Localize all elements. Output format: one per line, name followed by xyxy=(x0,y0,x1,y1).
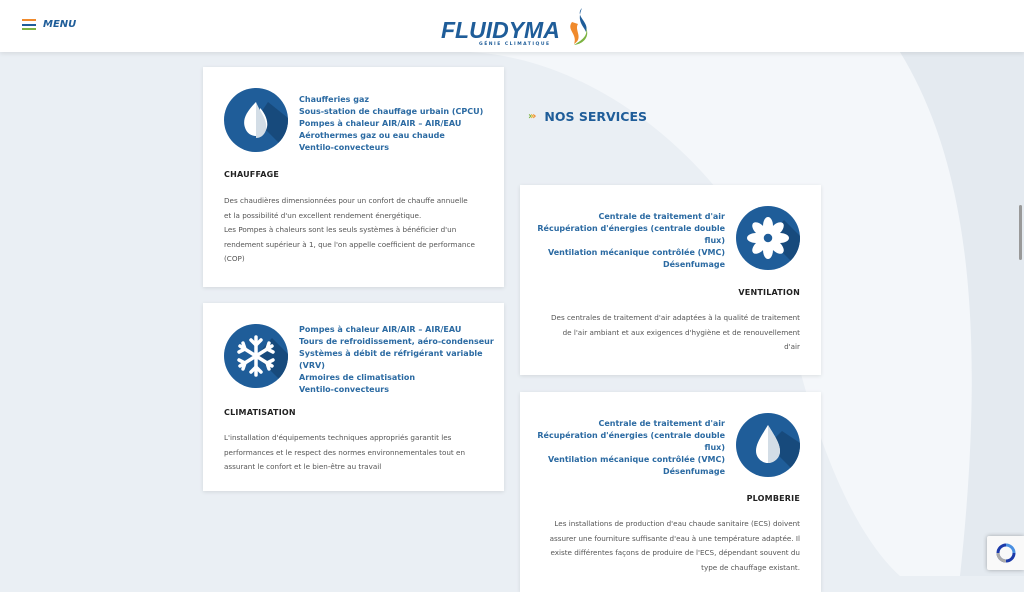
card-description-line: Les installations de production d'eau chaude sanitaire (ECS) doivent xyxy=(554,519,800,528)
service-card-plomberie xyxy=(520,392,821,592)
service-card-climatisation xyxy=(203,303,504,491)
service-link[interactable]: Désenfumage xyxy=(662,467,725,476)
flame-icon xyxy=(224,88,288,152)
service-link[interactable]: Ventilation mécanique contrôlée (VMC) xyxy=(547,248,725,257)
menu-label: MENU xyxy=(43,19,77,30)
card-description-line: (COP) xyxy=(224,254,245,263)
fan-icon xyxy=(736,206,800,270)
recaptcha-icon xyxy=(995,542,1017,564)
service-link[interactable]: Récupération d'énergies (centrale double xyxy=(537,224,725,233)
service-link[interactable]: Centrale de traitement d'air xyxy=(598,212,725,221)
recaptcha-badge[interactable] xyxy=(987,536,1024,570)
site-header xyxy=(0,0,1024,52)
card-description-line: L'installation d'équipements techniques appropriés garantit les xyxy=(224,433,452,442)
service-link[interactable]: Ventilation mécanique contrôlée (VMC) xyxy=(547,455,725,464)
card-title: PLOMBERIE xyxy=(746,494,800,503)
service-link[interactable]: (VRV) xyxy=(299,361,325,370)
card-description-line: existe différentes façons de produire de l'ECS, dépendant souvent du xyxy=(550,548,800,557)
card-description-line: et la possibilité d'un excellent rendement énergétique. xyxy=(224,210,422,220)
water-drop-icon xyxy=(736,413,800,477)
service-link[interactable]: Aérothermes gaz ou eau chaude xyxy=(299,131,445,140)
service-link[interactable]: Ventilo-convecteurs xyxy=(299,385,389,394)
logo[interactable] xyxy=(441,8,594,46)
logo-tagline: GÉNIE CLIMATIQUE xyxy=(479,42,551,47)
service-link[interactable]: Désenfumage xyxy=(662,260,725,269)
card-title: CLIMATISATION xyxy=(224,408,296,417)
card-title: VENTILATION xyxy=(738,288,800,297)
card-description-line: Des centrales de traitement d'air adaptées à la qualité de traitement xyxy=(550,313,800,322)
card-description-line: performances et le respect des normes environnementales tout en xyxy=(224,447,465,457)
card-description-line: assurant le confort et le bien-être au travail xyxy=(224,462,382,471)
logo-name: FLUIDYMA xyxy=(441,17,560,43)
service-link[interactable]: Pompes à chaleur AIR/AIR – AIR/EAU xyxy=(299,119,462,128)
section-heading xyxy=(528,109,647,124)
service-link[interactable]: Récupération d'énergies (centrale double xyxy=(537,431,725,440)
card-description-line: de l'air ambiant et aux exigences d'hygiène et de renouvellement xyxy=(562,327,800,337)
chevrons-icon: ››› xyxy=(528,111,535,122)
service-card-chauffage xyxy=(203,67,504,287)
card-description-line: Des chaudières dimensionnées pour un confort de chauffe annuelle xyxy=(224,196,468,205)
card-description-line: d'air xyxy=(784,342,800,351)
service-card-ventilation xyxy=(520,185,821,375)
scrollbar-thumb[interactable] xyxy=(1019,205,1022,260)
card-description-line: Les Pompes à chaleurs sont les seuls systèmes à bénéficier d'un xyxy=(224,225,457,234)
service-link[interactable]: flux) xyxy=(704,236,725,245)
service-link[interactable]: Sous-station de chauffage urbain (CPCU) xyxy=(299,107,484,116)
service-link[interactable]: Armoires de climatisation xyxy=(299,373,416,382)
service-link[interactable]: Ventilo-convecteurs xyxy=(299,143,389,152)
service-link[interactable]: Pompes à chaleur AIR/AIR – AIR/EAU xyxy=(299,325,462,334)
service-link[interactable]: Chaufferies gaz xyxy=(299,95,370,104)
logo-flame-icon xyxy=(564,8,594,46)
service-link[interactable]: Centrale de traitement d'air xyxy=(598,419,725,428)
menu-button[interactable] xyxy=(22,19,76,30)
hamburger-icon xyxy=(22,19,36,30)
card-description-line: rendement supérieur à 1, que l'on appelle coefficient de performance xyxy=(224,239,475,249)
card-description-line: type de chauffage existant. xyxy=(701,562,800,572)
service-link[interactable]: flux) xyxy=(704,443,725,452)
snowflake-icon xyxy=(224,324,288,388)
section-title: NOS SERVICES xyxy=(544,109,648,124)
service-link[interactable]: Tours de refroidissement, aéro-condenseur xyxy=(299,337,494,346)
card-title: CHAUFFAGE xyxy=(224,170,280,179)
card-description-line: assurer une fourniture suffisante d'eau à une température adaptée. Il xyxy=(549,533,800,543)
service-link[interactable]: Systèmes à débit de réfrigérant variable xyxy=(299,349,483,358)
